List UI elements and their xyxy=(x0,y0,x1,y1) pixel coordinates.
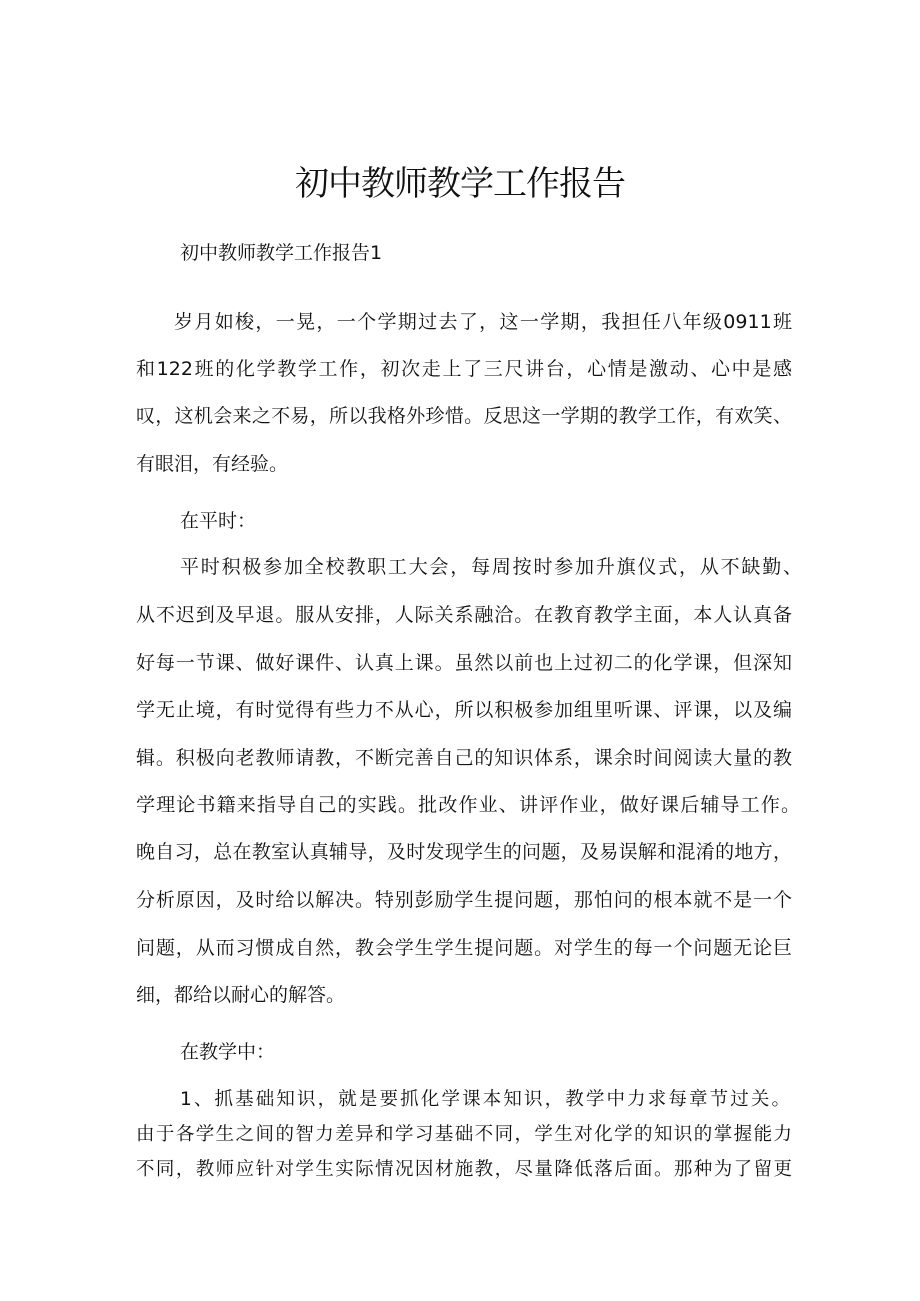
paragraph-line: 岁月如梭，一晃，一个学期过去了，这一学期，我担任八年级0911班 xyxy=(174,311,792,333)
paragraph-line: 问题，从而习惯成自然，教会学生学生提问题。对学生的每一个问题无论巨 xyxy=(136,937,792,959)
paragraph-line: 分析原因，及时给以解决。特别彭励学生提问题，那怕问的根本就不是一个 xyxy=(136,889,792,911)
paragraph-line: 有眼泪，有经验。 xyxy=(136,453,289,475)
paragraph-line: 晚自习，总在教室认真辅导，及时发现学生的问题，及易误解和混淆的地方， xyxy=(136,841,792,863)
subheading-pingshi: 在平时： xyxy=(180,510,257,532)
paragraph-line: 平时积极参加全校教职工大会，每周按时参加升旗仪式，从不缺勤、 xyxy=(180,556,802,578)
paragraph-line: 和122班的化学教学工作，初次走上了三尺讲台，心情是激动、心中是感 xyxy=(136,358,792,380)
paragraph-line: 辑。积极向老教师请教，不断完善自己的知识体系，课余时间阅读大量的教 xyxy=(136,747,792,769)
paragraph-line: 1、抓基础知识，就是要抓化学课本知识，教学中力求每章节过关。 xyxy=(180,1089,790,1110)
section-heading: 初中教师教学工作报告1 xyxy=(180,242,383,264)
subheading-jiaoxue: 在教学中： xyxy=(180,1041,276,1063)
paragraph-line: 学理论书籍来指导自己的实践。批改作业、讲评作业，做好课后辅导工作。 xyxy=(136,794,800,816)
paragraph-line: 从不迟到及早退。服从安排，人际关系融洽。在教育教学主面，本人认真备 xyxy=(136,604,792,626)
document-title: 初中教师教学工作报告 xyxy=(295,164,625,204)
paragraph-line: 好每一节课、做好课件、认真上课。虽然以前也上过初二的化学课，但深知 xyxy=(136,652,792,674)
paragraph-line: 叹，这机会来之不易，所以我格外珍惜。反思这一学期的教学工作，有欢笑、 xyxy=(136,405,792,427)
paragraph-line: 不同，教师应针对学生实际情况因材施教，尽量降低落后面。那种为了留更 xyxy=(136,1159,792,1180)
paragraph-line: 由于各学生之间的智力差异和学习基础不同，学生对化学的知识的掌握能力 xyxy=(136,1124,792,1145)
paragraph-line: 学无止境，有时觉得有些力不从心，所以积极参加组里听课、评课，以及编 xyxy=(136,699,792,721)
paragraph-line: 细，都给以耐心的解答。 xyxy=(136,984,346,1006)
